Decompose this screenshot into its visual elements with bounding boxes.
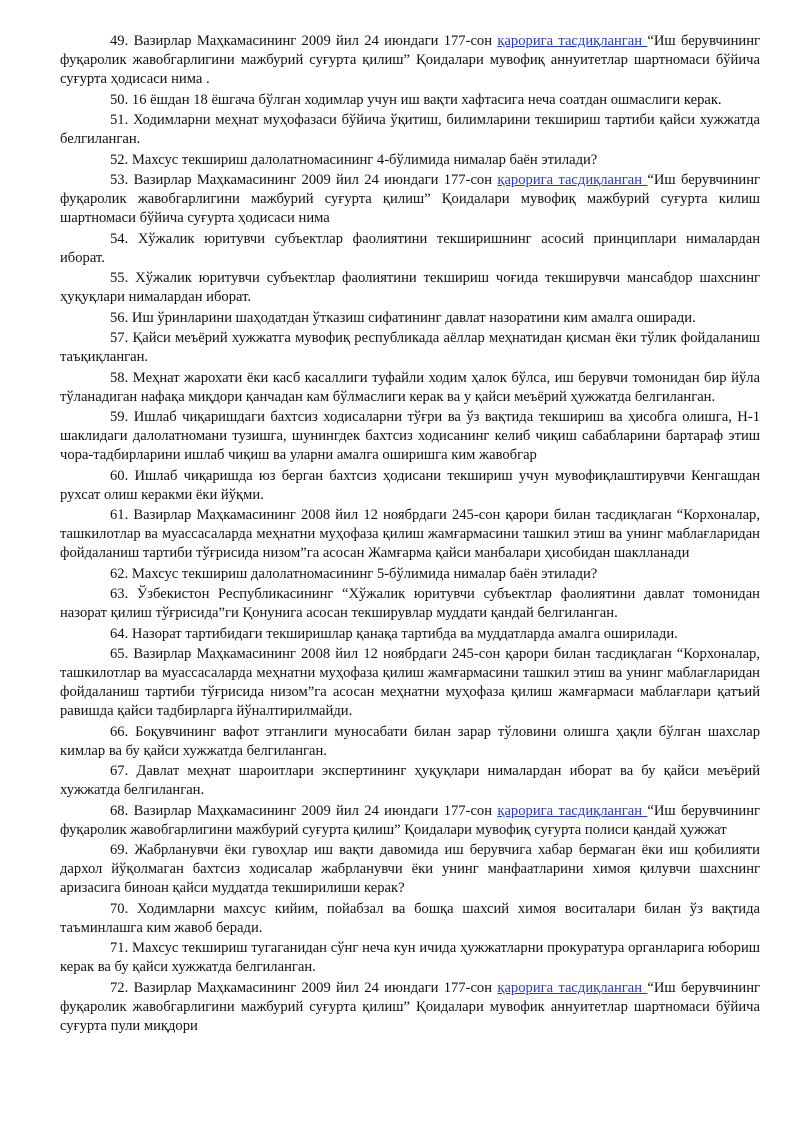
question-65 bbox=[60, 645, 760, 721]
question-70 bbox=[60, 900, 760, 938]
question-text: Ходимларни меҳнат муҳофазаси бўйича ўқитиш, билимларини текшириш тартиби қайси хужжатда белгиланган. bbox=[60, 112, 760, 147]
question-number: 50. bbox=[110, 91, 129, 108]
question-text: Боқувчининг вафот этганлиги муносабати билан зарар тўловини олишга ҳақли бўлган шахслар кимлар ва бу қайси хужжатда белгиланган. bbox=[60, 723, 760, 759]
question-text: Давлат меҳнат шароитлари экспертининг ҳуқуқлари нималардан иборат ва бу қайси меъёрий хужжатда белгиланган. bbox=[60, 763, 760, 798]
question-52 bbox=[60, 151, 760, 170]
question-53 bbox=[60, 171, 760, 228]
question-68 bbox=[60, 802, 760, 840]
question-text: Иш ўринларини шаҳодатдан ўтказиш сифатининг давлат назоратини ким амалга оширади. bbox=[128, 309, 696, 326]
question-text: Вазирлар Маҳкамасининг 2008 йил 12 ноябрдаги 245-сон қарори билан тасдиқлаган “Корхоналар, ташкилотлар ва муассасаларда меҳнатни муҳофаза қилиш жамғармасини ташкил этиш ва унинг маблағларидан фойдаланиш тартиби тўғрисида низом”га асосан Жамғарма қайси манбалари ҳисобидан шаклланади bbox=[60, 507, 760, 561]
question-text: Махсус текшириш далолатномасининг 5-бўлимида нималар баён этилади? bbox=[128, 565, 598, 582]
question-text: 16 ёшдан 18 ёшгача бўлган ходимлар учун иш вақти хафтасига неча соатдан ошмаслиги керак. bbox=[128, 91, 722, 108]
question-number: 62. bbox=[110, 565, 129, 582]
question-66 bbox=[60, 723, 760, 761]
question-text: “Иш берувчининг фуқаролик жавобгарлигини мажбурий суғурта қилиш” Қоидалари мувофик аннуитетлар шартномаси бўйича суғурта пули миқдори bbox=[60, 979, 760, 1034]
question-69 bbox=[60, 841, 760, 898]
resolution-link[interactable]: қарорига тасдиқланган bbox=[497, 33, 648, 49]
question-number: 66. bbox=[110, 723, 129, 740]
question-59 bbox=[60, 408, 760, 465]
question-text: Махсус текшириш тугаганидан сўнг неча кун ичида ҳужжатларни прокуратура органларига юбориш керак ва бу қайси хужжатда белгиланган. bbox=[60, 940, 760, 975]
question-number: 69. bbox=[110, 842, 129, 858]
resolution-link[interactable]: қарорига тасдиқланган bbox=[497, 979, 648, 996]
question-51 bbox=[60, 111, 760, 149]
question-number: 63. bbox=[110, 586, 129, 602]
question-number: 70. bbox=[110, 900, 129, 917]
question-number: 67. bbox=[110, 763, 129, 779]
question-text: Вазирлар Маҳкамасининг 2009 йил 24 июндаги 177-сон bbox=[128, 979, 498, 996]
question-60 bbox=[60, 467, 760, 505]
question-number: 68. bbox=[110, 802, 129, 819]
question-text: Жабрланувчи ёки гувоҳлар иш вақти давомида иш берувчига хабар бермаган ёки иш қобилияти дархол йўқолмаган бахтсиз ходисалар жабрланувчи ёки унинг манфаатларини химоя қилувчи шахснинг аризасига биноан қайси муддатда текширилиши керак? bbox=[60, 842, 760, 896]
question-text: “Иш берувчининг фуқаролик жавобгарлигини мажбурий суғурта қилиш” Қоидалари мувофиқ суғурта полиси қандай ҳужжат bbox=[60, 802, 760, 838]
question-72 bbox=[60, 979, 760, 1036]
question-number: 57. bbox=[110, 330, 129, 346]
question-number: 56. bbox=[110, 309, 129, 326]
question-number: 65. bbox=[110, 646, 129, 662]
question-57 bbox=[60, 329, 760, 367]
question-58 bbox=[60, 369, 760, 407]
question-text: Меҳнат жарохати ёки касб касаллиги туфайли ходим ҳалок бўлса, иш берувчи томонидан бир йўла тўланадиган нафақа миқдори қанчадан кам бўлмаслиги керак ва у қайси меъёрий ҳужжатда белгиланган. bbox=[60, 369, 760, 405]
question-67 bbox=[60, 762, 760, 800]
question-64 bbox=[60, 625, 760, 644]
question-number: 54. bbox=[110, 230, 129, 247]
question-71 bbox=[60, 939, 760, 977]
question-number: 49. bbox=[110, 33, 129, 49]
question-number: 52. bbox=[110, 151, 129, 168]
resolution-link[interactable]: қарорига тасдиқланган bbox=[497, 802, 648, 819]
question-number: 72. bbox=[110, 979, 129, 996]
question-text: Назорат тартибидаги текширишлар қанақа тартибда ва муддатларда амалга оширилади. bbox=[128, 625, 678, 642]
resolution-link[interactable]: қарорига тасдиқланган bbox=[497, 172, 648, 188]
question-number: 61. bbox=[110, 507, 129, 523]
question-text: “Иш берувчининг фуқаролик жавобгарлигини мажбурий суғурта қилиш” Қоидалари мувофиқ мажбурий суғурта килиш шартномаси бўйича суғурта ҳодисаси нима bbox=[60, 172, 760, 226]
question-text: Махсус текшириш далолатномасининг 4-бўлимида нималар баён этилади? bbox=[128, 151, 598, 168]
question-61 bbox=[60, 506, 760, 563]
question-number: 55. bbox=[110, 270, 129, 286]
question-54 bbox=[60, 230, 760, 268]
question-text: Вазирлар Маҳкамасининг 2009 йил 24 июндаги 177-сон bbox=[128, 172, 498, 188]
question-text: Хўжалик юритувчи субъектлар фаолиятини текширишнинг асосий принциплари нималардан иборат. bbox=[60, 230, 760, 266]
question-62 bbox=[60, 565, 760, 584]
question-number: 51. bbox=[110, 112, 129, 128]
question-number: 59. bbox=[110, 409, 129, 425]
question-text: Хўжалик юритувчи субъектлар фаолиятини текшириш чоғида текширувчи мансабдор шахснинг ҳуқуқлари нималардан иборат. bbox=[60, 270, 760, 305]
question-56 bbox=[60, 309, 760, 328]
question-text: Ўзбекистон Республикасининг “Хўжалик юритувчи субъектлар фаолиятини давлат томонидан назорат қилиш тўғрисида”ги Қонунига асосан текширувлар муддати қандай белгиланган. bbox=[60, 586, 760, 621]
question-number: 64. bbox=[110, 625, 129, 642]
question-50 bbox=[60, 91, 760, 110]
question-text: Вазирлар Маҳкамасининг 2008 йил 12 ноябрдаги 245-сон қарори билан тасдиқлаган “Корхоналар, ташкилотлар ва муассасаларда меҳнатни муҳофаза қилиш жамғармасини ташкил этиш ва унинг маблағларидан фойдаланиш тартиби тўғрисида низом”га асосан меҳнатни муҳофаза қилиш жамғармаси маблағлари қатъий равишда қайси тадбирларга йўналтирилмайди. bbox=[60, 646, 760, 719]
question-text: Вазирлар Маҳкамасининг 2009 йил 24 июндаги 177-сон bbox=[128, 802, 498, 819]
question-text: Ишлаб чиқаришда юз берган бахтсиз ҳодисани текшириш учун мувофиқлаштирувчи Кенгашдан рухсат олиш керакми ёки йўқми. bbox=[60, 467, 760, 503]
question-number: 53. bbox=[110, 172, 129, 188]
question-text: Ишлаб чиқаришдаги бахтсиз ходисаларни тўғри ва ўз вақтида текшириш ва ҳисобга олишга, Н-1 шаклидаги далолатномани тузишга, шунингдек бахтсиз ходисанинг келиб чиқиш сабабларини бартараф этиш чора-тадбирларини ишлаб чиқиш ва уларни амалга оширишга ким жавобгар bbox=[60, 409, 760, 463]
question-number: 58. bbox=[110, 369, 129, 386]
question-49 bbox=[60, 32, 760, 89]
question-number: 60. bbox=[110, 467, 129, 484]
question-text: Қайси меъёрий хужжатга мувофиқ республикада аёллар меҳнатидан қисман ёки тўлик фойдаланиш таъқиқланган. bbox=[60, 330, 760, 365]
question-55 bbox=[60, 269, 760, 307]
question-63 bbox=[60, 585, 760, 623]
question-text: Ходимларни махсус кийим, пойабзал ва бошқа шахсий химоя воситалари билан ўз вақтида таъминлашга ким жавоб беради. bbox=[60, 900, 760, 936]
question-text: “Иш берувчининг фуқаролик жавобгарлигини мажбурий суғурта қилиш” Қоидалари мувофиқ аннуитетлар шартномаси бўйича суғурта ҳодисаси нима . bbox=[60, 33, 760, 87]
question-text: Вазирлар Маҳкамасининг 2009 йил 24 июндаги 177-сон bbox=[128, 33, 498, 49]
question-number: 71. bbox=[110, 940, 129, 956]
